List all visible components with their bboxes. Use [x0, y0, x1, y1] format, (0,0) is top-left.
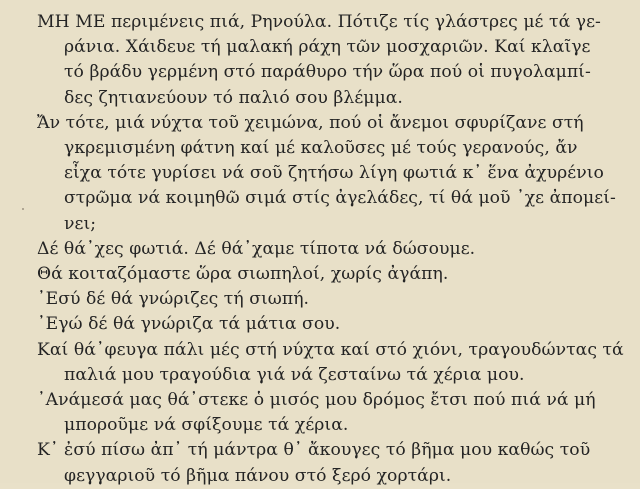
stanza-first-line: ᾿Ανάμεσά μας θά᾿στεκε ὁ μισός μου δρόμος ἔτσι πού πιά νά μή — [37, 390, 596, 411]
stanza-first-line: Δέ θά᾿χες φωτιά. Δέ θά᾿χαμε τίποτα νά δώσουμε. — [37, 238, 476, 259]
poem-stanza — [37, 438, 616, 488]
stanza-first-line: Κ᾿ ἐσύ πίσω ἀπ᾿ τή μάντρα θ᾿ ἄκουγες τό βῆμα μου καθώς τοῦ — [37, 440, 591, 461]
poem-stanza — [37, 111, 616, 237]
poem-stanza — [37, 338, 624, 388]
stanza-first-line: ΜΗ ΜΕ περιμένεις πιά, Ρηνούλα. Πότιζε τίς γλάστρες μέ τά γε- — [37, 12, 601, 32]
stanza-continuation-line: παλιά μου τραγούδια γιά νά ζεσταίνω τά χέρια μου. — [64, 364, 525, 385]
stanza-first-line: Ἄν τότε, μιά νύχτα τοῦ χειμώνα, πού οἱ ἄνεμοι σφυρίζανε στή — [37, 112, 584, 133]
stanza-continuation-line: νει; — [64, 213, 97, 234]
stanza-continuation-line: τό βράδυ γερμένη στό παράθυρο τήν ὥρα πού οἱ πυγολαμπί- — [64, 62, 591, 83]
stanza-first-line: Θά κοιταζόμαστε ὥρα σιωπηλοί, χωρίς ἀγάπη. — [37, 264, 449, 285]
paper-speck — [22, 208, 24, 210]
stanza-first-line: ᾿Εγώ δέ θά γνώριζα τά μάτια σου. — [37, 314, 341, 335]
poem-stanza — [37, 10, 616, 111]
stanza-continuation-line: δες ζητιανεύουν τό παλιό σου βλέμμα. — [64, 87, 403, 108]
stanza-first-line: Καί θά᾿φευγα πάλι μές στή νύχτα καί στό χιόνι, τραγουδώντας τά — [37, 339, 624, 360]
poem-text — [37, 10, 624, 489]
poem-stanza — [37, 388, 616, 438]
stanza-continuation-line: ράνια. Χάιδευε τή μαλακή ράχη τῶν μοσχαριῶν. Καί κλαῖγε — [64, 37, 591, 58]
poem-stanza — [37, 287, 616, 312]
poem-stanza — [37, 237, 616, 262]
stanza-continuation-line: φεγγαριοῦ τό βῆμα πάνου στό ξερό χορτάρι. — [64, 465, 452, 486]
poem-stanza — [37, 312, 616, 337]
stanza-continuation-line: εἶχα τότε γυρίσει νά σοῦ ζητήσω λίγη φωτιά κ᾿ ἕνα ἀχυρένιο — [64, 163, 604, 184]
stanza-continuation-line: γκρεμισμένη φάτνη καί μέ καλοῦσες μέ τούς γερανούς, ἄν — [64, 138, 578, 159]
poem-stanza — [37, 262, 616, 287]
stanza-continuation-line: στρῶμα νά κοιμηθῶ σιμά στίς ἀγελάδες, τί θά μοῦ ᾿χε ἀπομεί- — [64, 188, 616, 209]
stanza-first-line: ᾿Εσύ δέ θά γνώριζες τή σιωπή. — [37, 289, 310, 310]
stanza-continuation-line: μποροῦμε νά σφίξουμε τά χέρια. — [64, 415, 349, 436]
